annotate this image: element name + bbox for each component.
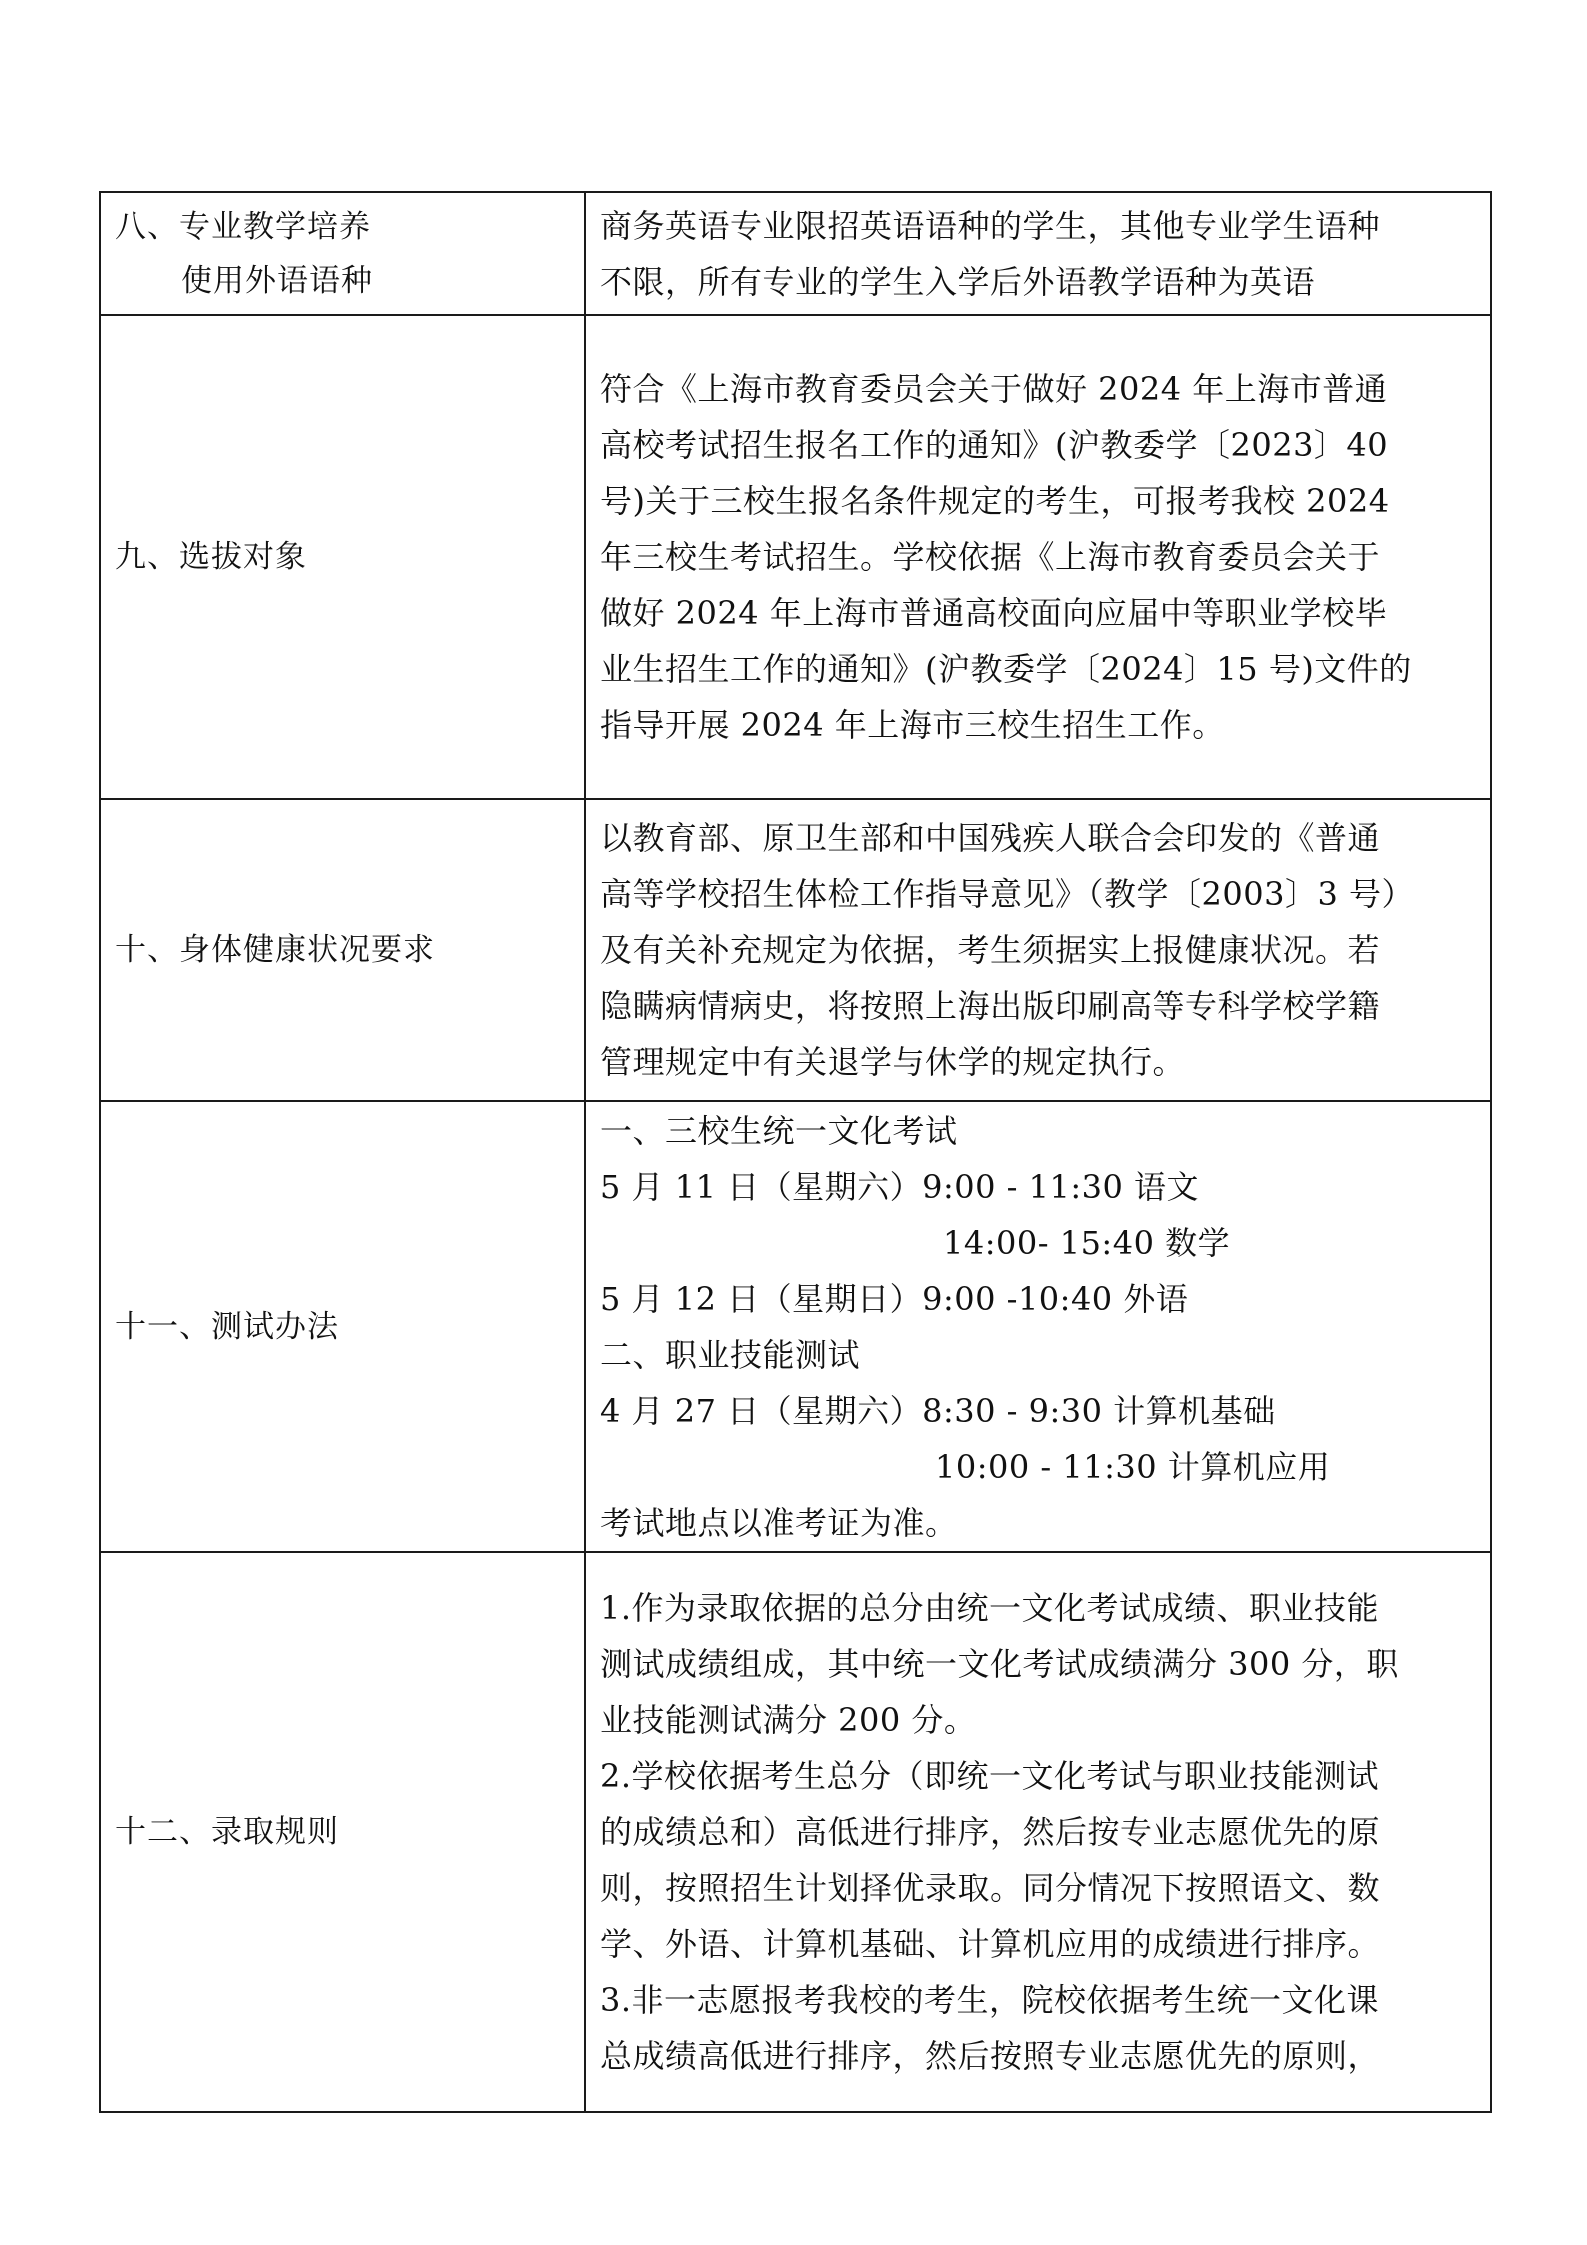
content-line: 以教育部、原卫生部和中国残疾人联合会印发的《普通: [600, 819, 1381, 857]
content-line: 1.作为录取依据的总分由统一文化考试成绩、职业技能: [600, 1589, 1380, 1627]
row-label-line: 八、专业教学培养: [115, 208, 371, 245]
content-line: 二、职业技能测试: [600, 1335, 861, 1374]
row-label-line: 十一、测试办法: [115, 1308, 339, 1345]
content-line: 符合《上海市教育委员会关于做好 2024 年上海市普通: [600, 370, 1388, 408]
content-line: 学、外语、计算机基础、计算机应用的成绩进行排序。: [600, 1925, 1381, 1963]
content-line: 5 月 12 日（星期日）9:00 -10:40 外语: [600, 1279, 1189, 1318]
row-label-line: 使用外语语种: [181, 262, 373, 299]
table-row-health-requirements: [100, 799, 1491, 1101]
content-line: 号)关于三校生报名条件规定的考生，可报考我校 2024: [600, 482, 1390, 520]
row-label-admission-rules: [100, 1552, 585, 2112]
content-line: 高等学校招生体检工作指导意见》（教学〔2003〕3 号）: [600, 875, 1414, 913]
content-line: 的成绩总和）高低进行排序，然后按专业志愿优先的原: [600, 1813, 1381, 1851]
content-line: 3.非一志愿报考我校的考生，院校依据考生统一文化课: [600, 1981, 1380, 2019]
table-row-admission-rules: [100, 1552, 1491, 2112]
row-content-health-requirements: [585, 799, 1491, 1101]
row-content-selection-target: [585, 315, 1491, 799]
content-line: 做好 2024 年上海市普通高校面向应届中等职业学校毕: [600, 594, 1388, 632]
row-label-health-requirements: [100, 799, 585, 1101]
content-line: 商务英语专业限招英语语种的学生，其他专业学生语种: [600, 206, 1381, 245]
content-line: 14:00- 15:40 数学: [943, 1223, 1231, 1262]
content-line: 隐瞒病情病史，将按照上海出版印刷高等专科学校学籍: [600, 987, 1381, 1025]
row-content-admission-rules: [585, 1552, 1491, 2112]
row-label-line: 十、身体健康状况要求: [115, 932, 435, 968]
content-line: 5 月 11 日（星期六）9:00 - 11:30 语文: [600, 1167, 1200, 1206]
content-line: 则，按照招生计划择优录取。同分情况下按照语文、数: [600, 1869, 1381, 1907]
content-line: 总成绩高低进行排序，然后按照专业志愿优先的原则，: [600, 2037, 1381, 2075]
content-line: 2.学校依据考生总分（即统一文化考试与职业技能测试: [600, 1757, 1380, 1795]
content-line: 年三校生考试招生。学校依据《上海市教育委员会关于: [600, 538, 1381, 576]
content-line: 4 月 27 日（星期六）8:30 - 9:30 计算机基础: [600, 1391, 1276, 1430]
content-line: 指导开展 2024 年上海市三校生招生工作。: [600, 706, 1225, 744]
content-line: 业技能测试满分 200 分。: [600, 1701, 977, 1739]
row-label-line: 十二、录取规则: [115, 1814, 339, 1850]
content-line: 业生招生工作的通知》(沪教委学〔2024〕15 号)文件的: [600, 650, 1412, 688]
table-row-test-methods: [100, 1101, 1491, 1552]
content-line: 一、三校生统一文化考试: [600, 1111, 958, 1150]
content-line: 10:00 - 11:30 计算机应用: [935, 1447, 1331, 1486]
row-label-line: 九、选拔对象: [115, 539, 307, 575]
content-line: 考试地点以准考证为准。: [600, 1503, 958, 1542]
row-content-test-methods: [585, 1101, 1491, 1552]
row-label-selection-target: [100, 315, 585, 799]
row-content-foreign-language: [585, 192, 1491, 315]
table-row-selection-target: [100, 315, 1491, 799]
row-label-test-methods: [100, 1101, 585, 1552]
content-line: 不限，所有专业的学生入学后外语教学语种为英语: [600, 262, 1316, 301]
admission-info-table: [99, 191, 1492, 2113]
content-line: 管理规定中有关退学与休学的规定执行。: [600, 1043, 1186, 1081]
row-label-foreign-language: [100, 192, 585, 315]
table-row-foreign-language: [100, 192, 1491, 315]
content-line: 测试成绩组成，其中统一文化考试成绩满分 300 分，职: [600, 1645, 1399, 1683]
content-line: 及有关补充规定为依据，考生须据实上报健康状况。若: [600, 931, 1381, 969]
content-line: 高校考试招生报名工作的通知》(沪教委学〔2023〕40: [600, 426, 1389, 464]
